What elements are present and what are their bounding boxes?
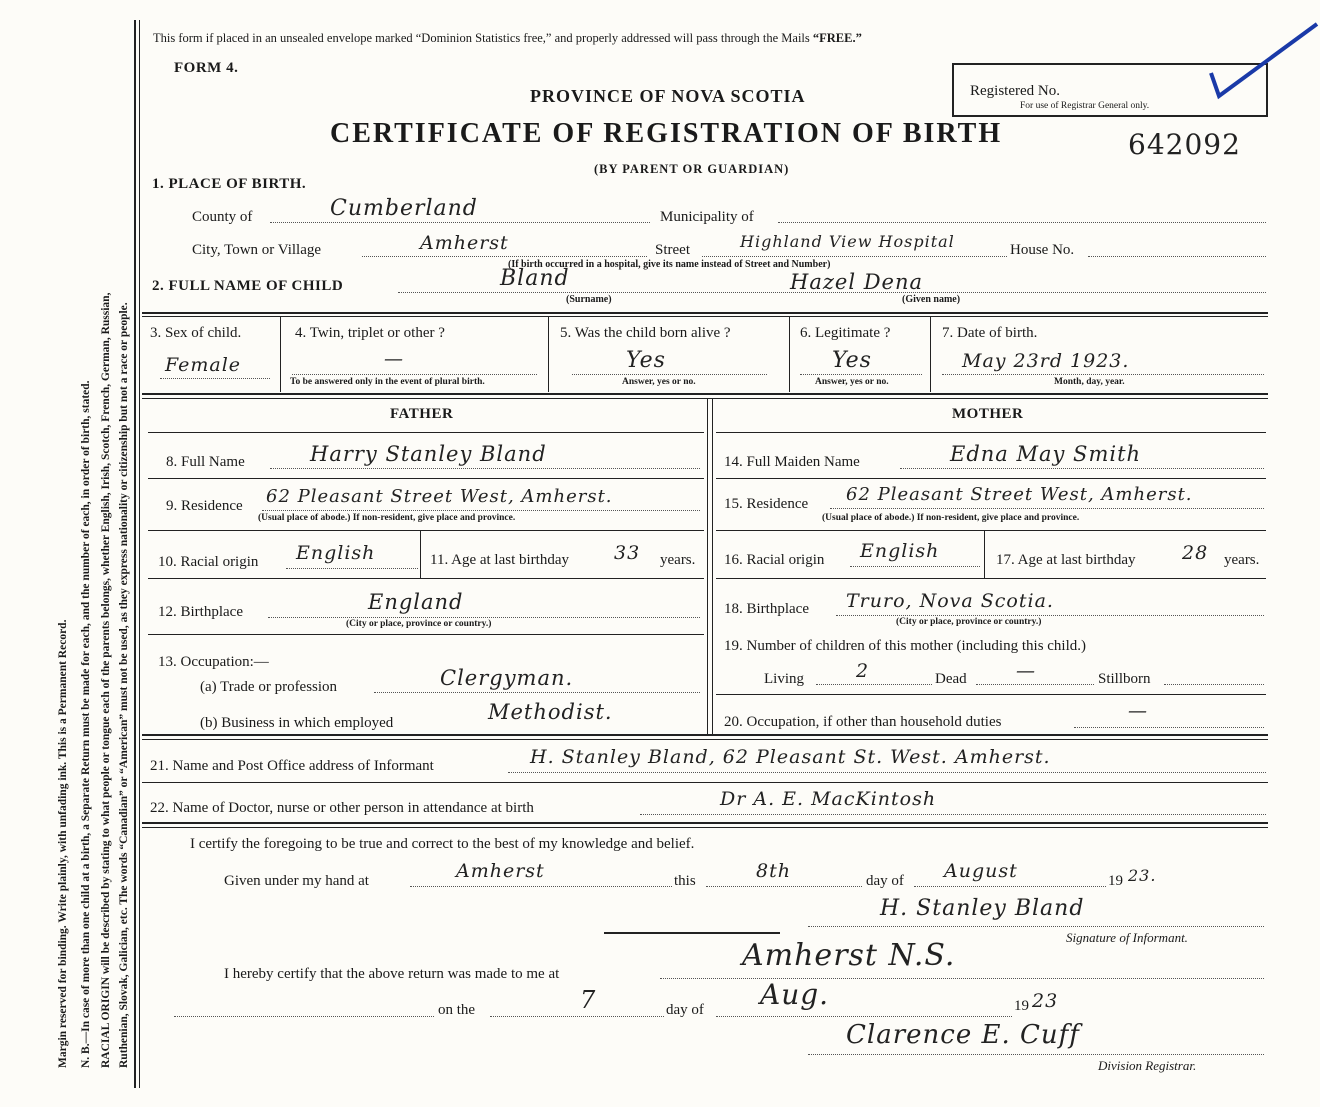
municipality-label: Municipality of — [660, 209, 754, 225]
mother-race-value: English — [860, 540, 940, 562]
mother-name-value: Edna May Smith — [950, 442, 1142, 466]
mother-age-value: 28 — [1182, 542, 1209, 564]
street-label: Street — [655, 242, 690, 258]
informant-value: H. Stanley Bland, 62 Pleasant St. West. Amherst. — [530, 746, 1051, 768]
father-trade-label: (a) Trade or profession — [200, 679, 338, 695]
father-age-years: years. — [660, 552, 696, 568]
father-residence-label: 9. Residence — [166, 498, 243, 514]
given-under-label: Given under my hand at — [224, 873, 369, 889]
given-month-value: August — [944, 860, 1018, 882]
mother-residence-note: (Usual place of abode.) If non-resident, give place and province. — [822, 513, 1080, 523]
mother-name-label: 14. Full Maiden Name — [724, 454, 860, 470]
given-year-prefix: 19 — [1108, 873, 1123, 889]
given-at-value: Amherst — [456, 860, 545, 882]
child-surname: Bland — [500, 266, 570, 291]
born-alive-value: Yes — [626, 348, 666, 373]
binding-line-inner — [139, 20, 140, 1088]
return-place-value: Amherst N.S. — [742, 938, 956, 973]
father-occupation-label: 13. Occupation:— — [158, 654, 269, 670]
sex-label: 3. Sex of child. — [150, 325, 242, 341]
doctor-value: Dr A. E. MacKintosh — [720, 788, 937, 810]
mother-age-label: 17. Age at last birthday — [996, 552, 1136, 568]
father-race-value: English — [296, 542, 376, 564]
margin-note-binding: Margin reserved for binding. Write plainly, with unfading ink. This is a Permanent Record. — [57, 619, 69, 1068]
registered-number: 642092 — [1128, 128, 1241, 161]
father-race-label: 10. Racial origin — [158, 554, 259, 570]
registered-note: For use of Registrar General only. — [1020, 101, 1150, 111]
this-label: this — [674, 873, 696, 889]
mother-occupation-value: — — [1128, 700, 1148, 722]
registration-day-of-label: day of — [666, 1002, 704, 1018]
surname-note: (Surname) — [566, 294, 612, 305]
street-value: Highland View Hospital — [740, 232, 955, 251]
city-value: Amherst — [420, 232, 509, 254]
sex-value: Female — [165, 354, 242, 376]
living-value: 2 — [856, 660, 870, 682]
top-note-text: This form if placed in an unsealed envelope marked “Dominion Statistics free,” and properly addressed will pass through the Mails — [153, 31, 810, 45]
father-birthplace-label: 12. Birthplace — [158, 604, 243, 620]
registrar-signature: Clarence E. Cuff — [846, 1020, 1080, 1050]
legitimate-label: 6. Legitimate ? — [800, 325, 891, 341]
day-of-label: day of — [866, 873, 904, 889]
mother-birthplace-label: 18. Birthplace — [724, 601, 809, 617]
return-made-label: I hereby certify that the above return was made to me at — [224, 966, 560, 982]
mother-heading: MOTHER — [952, 406, 1024, 422]
margin-note-racial-origin-2: Ruthenian, Slovak, Galician, etc. The words “Canadian” or “American” must not be used, as they express nationality or citizenship but not a race or people. — [118, 302, 130, 1068]
twin-note: To be answered only in the event of plural birth. — [290, 377, 485, 387]
registered-label: Registered No. — [970, 83, 1060, 99]
born-alive-label: 5. Was the child born alive ? — [560, 325, 731, 341]
margin-note-racial-origin-1: RACIAL ORIGIN will be described by stating to what people or tongue each of the parents belongs, whether English, Irish, Scotch, French, German, Russian, — [100, 292, 112, 1068]
top-note-free: “FREE.” — [812, 31, 862, 45]
father-age-value: 33 — [614, 542, 641, 564]
on-the-label: on the — [438, 1002, 476, 1018]
margin-note-multiple-births: N. B.—In case of more than one child at a birth, a Separate Return must be made for each, and the number of each, in order of birth, stated. — [80, 380, 92, 1068]
mother-residence-value: 62 Pleasant Street West, Amherst. — [846, 484, 1193, 505]
living-label: Living — [764, 671, 804, 687]
top-note — [153, 31, 862, 46]
father-heading: FATHER — [390, 406, 454, 422]
child-given-name: Hazel Dena — [790, 270, 924, 294]
legitimate-note: Answer, yes or no. — [815, 377, 889, 387]
registration-year-prefix: 19 — [1014, 998, 1029, 1014]
city-label: City, Town or Village — [192, 242, 322, 258]
dead-value: — — [1016, 660, 1036, 682]
given-day-value: 8th — [756, 860, 791, 882]
house-label: House No. — [1010, 242, 1075, 258]
twin-label: 4. Twin, triplet or other ? — [295, 325, 445, 341]
given-year-value: 23. — [1128, 866, 1157, 885]
given-name-note: (Given name) — [902, 294, 961, 305]
father-name-label: 8. Full Name — [166, 454, 245, 470]
registrar-label: Division Registrar. — [1098, 1058, 1197, 1073]
hospital-note: (If birth occurred in a hospital, give its name instead of Street and Number) — [508, 259, 831, 270]
informant-label: 21. Name and Post Office address of Informant — [150, 758, 434, 774]
mother-occupation-label: 20. Occupation, if other than household duties — [724, 714, 1002, 730]
place-of-birth-heading: 1. PLACE OF BIRTH. — [152, 176, 307, 192]
twin-value: — — [384, 348, 404, 370]
registration-month-value: Aug. — [760, 978, 830, 1011]
stillborn-label: Stillborn — [1098, 671, 1151, 687]
father-business-value: Methodist. — [488, 700, 613, 724]
check-mark-icon — [1205, 18, 1320, 103]
county-value: Cumberland — [330, 196, 478, 221]
father-trade-value: Clergyman. — [440, 666, 574, 690]
mother-residence-label: 15. Residence — [724, 496, 809, 512]
father-name-value: Harry Stanley Bland — [310, 442, 547, 466]
children-count-label: 19. Number of children of this mother (including this child.) — [724, 638, 1087, 654]
father-age-label: 11. Age at last birthday — [430, 552, 569, 568]
father-residence-note: (Usual place of abode.) If non-resident, give place and province. — [258, 513, 516, 523]
doctor-label: 22. Name of Doctor, nurse or other person in attendance at birth — [150, 800, 534, 816]
child-name-label: 2. FULL NAME OF CHILD — [152, 278, 344, 294]
dead-label: Dead — [935, 671, 967, 687]
binding-line — [134, 20, 136, 1088]
father-birthplace-value: England — [368, 590, 464, 614]
page-title: CERTIFICATE OF REGISTRATION OF BIRTH — [330, 118, 1003, 149]
province-heading: PROVINCE OF NOVA SCOTIA — [530, 86, 806, 106]
certify-statement: I certify the foregoing to be true and correct to the best of my knowledge and belief. — [190, 836, 695, 852]
father-residence-value: 62 Pleasant Street West, Amherst. — [266, 486, 613, 507]
registration-year-value: 23 — [1032, 990, 1059, 1012]
mother-age-years: years. — [1224, 552, 1260, 568]
born-alive-note: Answer, yes or no. — [622, 377, 696, 387]
dob-label: 7. Date of birth. — [942, 325, 1038, 341]
registration-day-value: 7 — [580, 986, 597, 1014]
dob-note: Month, day, year. — [1054, 377, 1125, 387]
father-business-label: (b) Business in which employed — [200, 715, 394, 731]
mother-race-label: 16. Racial origin — [724, 552, 825, 568]
informant-signature: H. Stanley Bland — [880, 896, 1085, 921]
dob-value: May 23rd 1923. — [962, 350, 1130, 372]
mother-birthplace-note: (City or place, province or country.) — [896, 617, 1042, 627]
form-number: FORM 4. — [174, 60, 239, 76]
county-label: County of — [192, 209, 253, 225]
legitimate-value: Yes — [832, 348, 872, 373]
father-birthplace-note: (City or place, province or country.) — [346, 619, 492, 629]
page-subtitle: (BY PARENT OR GUARDIAN) — [594, 162, 790, 176]
informant-signature-label: Signature of Informant. — [1066, 930, 1188, 945]
mother-birthplace-value: Truro, Nova Scotia. — [846, 590, 1054, 612]
